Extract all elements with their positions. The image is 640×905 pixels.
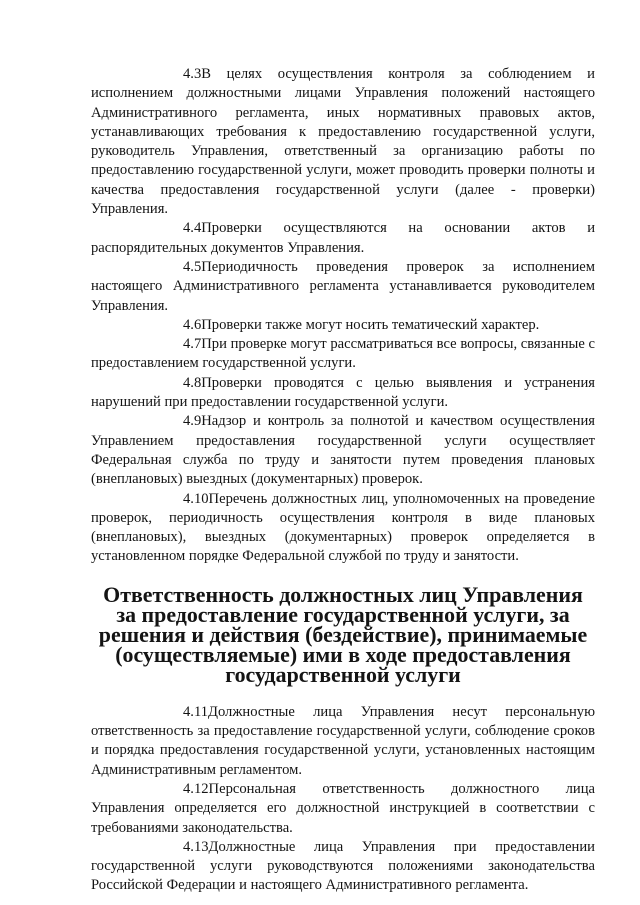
paragraph-4-7 — [91, 335, 595, 374]
paragraph-4-13 — [91, 838, 595, 896]
paragraph-4-11 — [91, 703, 595, 780]
paragraph-number: 4.8 — [183, 374, 202, 391]
paragraph-number: 4.9 — [183, 413, 202, 430]
paragraph-4-4 — [91, 219, 595, 258]
document-body — [91, 65, 595, 896]
paragraph-4-12 — [91, 780, 595, 838]
paragraph-text: Проверки также могут носить тематический характер. — [201, 316, 540, 333]
paragraph-4-6 — [91, 316, 595, 335]
paragraph-4-10 — [91, 490, 595, 567]
paragraph-4-9 — [91, 412, 595, 489]
paragraph-number: 4.7 — [183, 336, 202, 353]
paragraph-number: 4.4 — [183, 220, 202, 237]
paragraph-text: Персональная ответственность должностного лица Управления определяется его должностной инструкцией в соответствии с требованиями законодательства. — [91, 780, 595, 836]
paragraph-number: 4.10 — [183, 490, 209, 507]
paragraph-text: Надзор и контроль за полнотой и качеством осуществления Управлением предоставления государственной услуги осуществляет Федеральная служба по труду и занятости путем проведения плановых (внеплановых) выездных (документарных) проверок. — [91, 413, 595, 488]
paragraph-number: 4.11 — [183, 703, 208, 720]
paragraph-text: В целях осуществления контроля за соблюдением и исполнением должностными лицами Управления положений настоящего Административного регламента, иных нормативных правовых актов, устанавливающих требования к предоставлению государственной услуги, руководитель Управления, ответственный за организацию работы по предоставлению государственной услуги, может проводить проверки полноты и качества предоставления государственной услуги (далее - проверки) Управления. — [91, 66, 595, 218]
paragraph-4-8 — [91, 374, 595, 413]
paragraph-text: При проверке могут рассматриваться все вопросы, связанные с предоставлением государственной услуги. — [91, 336, 595, 372]
section-heading: Ответственность должностных лиц Управления за предоставление государственной услуги, за решения и действия (бездействие), принимаемые (осуществляемые) ими в ходе предоставления государственной услуги — [98, 581, 588, 687]
paragraph-text: Проверки осуществляются на основании актов и распорядительных документов Управления. — [91, 220, 595, 256]
paragraph-text: Периодичность проведения проверок за исполнением настоящего Административного регламента устанавливается руководителем Управления. — [91, 258, 595, 314]
paragraph-text: Должностные лица Управления при предоставлении государственной услуги руководствуются положениями законодательства Российской Федерации и настоящего Административного регламента. — [91, 838, 595, 894]
paragraph-number: 4.5 — [183, 258, 202, 275]
paragraph-number: 4.3 — [183, 66, 202, 82]
paragraph-text: Должностные лица Управления несут персональную ответственность за предоставление государственной услуги, соблюдение сроков и порядка предоставления государственной услуги, установленных настоящим Административным регламентом. — [91, 703, 595, 778]
paragraph-4-5 — [91, 258, 595, 316]
paragraph-text: Проверки проводятся с целью выявления и устранения нарушений при предоставлении государственной услуги. — [91, 374, 595, 411]
paragraph-number: 4.13 — [183, 838, 209, 855]
paragraph-number: 4.12 — [183, 780, 209, 797]
paragraph-number: 4.6 — [183, 316, 202, 333]
paragraph-text: Перечень должностных лиц, уполномоченных на проведение проверок, периодичность осуществления контроля в виде плановых (внеплановых), выездных (документарных) проверок определяется в установленном порядке Федеральной службой по труду и занятости. — [91, 490, 595, 565]
paragraph-4-3 — [91, 65, 595, 219]
